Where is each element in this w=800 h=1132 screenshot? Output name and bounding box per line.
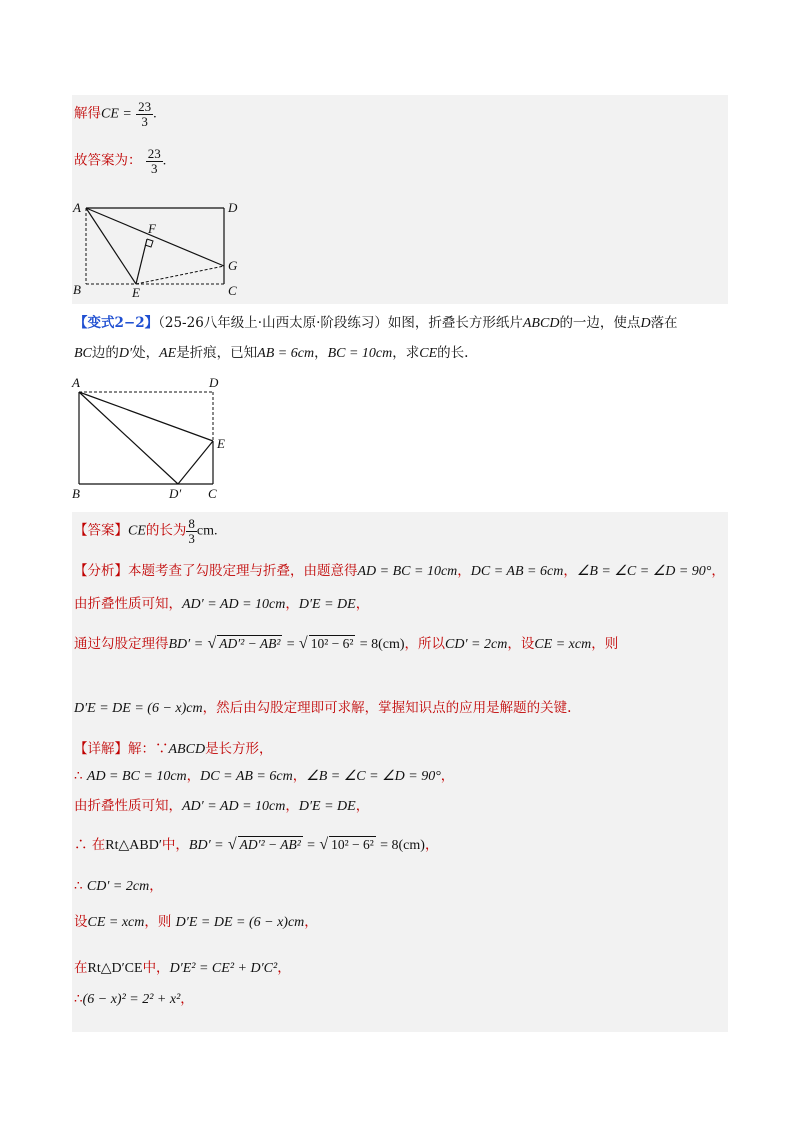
analysis-tag: 【分析】 <box>74 563 128 579</box>
radical-sign: √ <box>227 836 237 853</box>
math: D′E = DE = (6 − x)cm <box>74 701 203 716</box>
math: D′E = DE = (6 − x)cm <box>175 915 305 930</box>
math: = 8(cm) <box>359 637 405 652</box>
text: ∴ <box>74 991 83 1007</box>
math: = 8(cm) <box>380 838 425 853</box>
math: D′E² = CE² + D′C² <box>169 961 278 976</box>
math: CE <box>419 346 438 361</box>
figure-rectangle-fold-1 <box>70 196 270 300</box>
math: BD′ = <box>188 838 224 853</box>
math: AD = BC = 10cm <box>357 564 458 579</box>
radical-sign: √ <box>298 635 308 652</box>
math: = <box>286 637 295 652</box>
text: 中， <box>161 837 189 853</box>
label-D: D <box>228 200 238 215</box>
label-C: C <box>208 486 217 501</box>
text: 在 <box>74 960 88 976</box>
text: 解得 <box>74 105 101 122</box>
period: . <box>214 523 218 539</box>
text: ，设 <box>507 636 535 652</box>
fraction <box>186 517 197 545</box>
text: ，则 <box>144 914 172 930</box>
label-D-prime: D′ <box>169 486 182 501</box>
text: ，求 <box>392 345 420 361</box>
detail-line-5: ∴ CD′ = 2cm， <box>74 878 163 894</box>
denominator: 3 <box>188 530 195 546</box>
text: 的长. <box>437 345 469 361</box>
equation: CE = <box>101 106 132 122</box>
math: CD′ = 2cm <box>445 637 508 652</box>
fraction <box>136 100 153 128</box>
math: DC = AB = 6cm <box>200 769 293 784</box>
math: ∠B = ∠C = ∠D = 90° <box>306 769 441 784</box>
label-E: E <box>217 436 225 451</box>
text: 由折叠性质可知， <box>74 596 182 612</box>
math: AE <box>159 346 177 361</box>
problem-tag: 【变式2−2】 <box>74 315 159 331</box>
math: AB = 6cm <box>257 346 315 361</box>
text: ， <box>180 991 194 1007</box>
label-A: A <box>73 200 81 215</box>
text: ∴ <box>74 768 83 784</box>
problem-source: （25-26八年级上·山西太原·阶段练习） <box>158 315 388 331</box>
math: CE <box>128 523 146 539</box>
label-A: A <box>72 375 80 390</box>
radicand: 10² − 6² <box>331 837 374 852</box>
detail-line-3: 由折叠性质可知，AD′ = AD = 10cm，D′E = DE， <box>74 798 370 814</box>
math: D′E = DE <box>298 799 356 814</box>
math: ABCD <box>522 316 560 331</box>
math: D′ <box>118 346 133 361</box>
problem-line-1 <box>74 315 678 333</box>
math: DC = AB = 6cm <box>470 564 564 579</box>
numerator: 23 <box>138 99 152 114</box>
math: CE = xcm <box>534 637 592 652</box>
text: 处， <box>132 345 160 361</box>
denominator: 3 <box>141 113 148 129</box>
text: 本题考查了勾股定理与折叠，由题意得 <box>128 563 358 579</box>
math: CD′ = 2cm <box>86 879 150 894</box>
text: 落在 <box>650 315 678 331</box>
analysis-line-4 <box>74 700 571 718</box>
text: 通过勾股定理得 <box>74 636 169 652</box>
text: ，则 <box>591 636 619 652</box>
text: 的长为 <box>145 522 187 539</box>
analysis-line-3 <box>74 634 618 654</box>
math: CE = xcm <box>87 915 145 930</box>
period: . <box>162 153 167 169</box>
text: 中， <box>142 960 170 976</box>
radicand: 10² − 6² <box>310 636 354 651</box>
label-B: B <box>73 282 81 297</box>
figure-rectangle-fold-2 <box>68 374 248 502</box>
problem-line-2 <box>74 345 468 363</box>
detail-line-7: 在Rt△D′CE中，D′E² = CE² + D′C²， <box>74 960 291 976</box>
math: BD′ = <box>168 637 204 652</box>
label-F: F <box>148 221 156 236</box>
denominator: 3 <box>151 160 158 176</box>
math: D′E = DE <box>298 597 356 612</box>
text: 设 <box>74 914 88 930</box>
math: BC = 10cm <box>327 346 393 361</box>
answer-line <box>74 517 218 545</box>
math: ABCD <box>168 742 206 757</box>
math: (6 − x)² = 2² + x² <box>82 992 181 1007</box>
radical-sign: √ <box>319 836 329 853</box>
fraction <box>146 147 163 175</box>
text: ∴ <box>74 878 83 894</box>
detail-tag: 【详解】 <box>74 741 128 757</box>
label-G: G <box>228 258 238 273</box>
radicand: AD′² − AB² <box>219 636 281 651</box>
math: AD = BC = 10cm <box>86 769 187 784</box>
detail-line-4: ∴ 在Rt△ABD′中，BD′ = √ AD′² − AB² = √ 10² − 6² = 8(cm)， <box>74 836 439 853</box>
math: ∠B = ∠C = ∠D = 90° <box>576 564 712 579</box>
detail-line-1 <box>74 741 273 759</box>
label-C: C <box>228 283 237 298</box>
math: D <box>640 316 651 331</box>
text: 如图，折叠长方形纸片 <box>387 315 523 331</box>
text: ∴ 在 <box>74 837 106 853</box>
label-B: B <box>72 486 80 501</box>
detail-line-8 <box>74 991 194 1009</box>
result-line <box>74 100 157 128</box>
math: Rt△D′CE <box>87 961 143 976</box>
detail-line-6: 设CE = xcm，则 D′E = DE = (6 − x)cm， <box>74 914 318 930</box>
text: 故答案为： <box>74 152 142 169</box>
final-answer-line <box>74 147 166 175</box>
text: 是长方形， <box>205 741 273 757</box>
text: 边的 <box>91 345 119 361</box>
radical-sign: √ <box>207 635 217 652</box>
text: ， <box>314 345 328 361</box>
text: 是折痕，已知 <box>176 345 258 361</box>
text: 的一边，使点 <box>559 315 641 331</box>
math: BC <box>74 346 92 361</box>
detail-line-2: ∴ AD = BC = 10cm，DC = AB = 6cm，∠B = ∠C = ∠D = 90°， <box>74 768 455 784</box>
answer-tag: 【答案】 <box>74 522 128 539</box>
unit: cm <box>196 523 214 539</box>
text: 解：∵ <box>128 741 169 757</box>
text: 由折叠性质可知， <box>74 798 182 814</box>
text: ，所以 <box>404 636 446 652</box>
label-E: E <box>132 285 140 300</box>
period: . <box>153 106 157 122</box>
analysis-line-2: 由折叠性质可知，AD′ = AD = 10cm，D′E = DE， <box>74 596 370 612</box>
math: AD′ = AD = 10cm <box>182 799 286 814</box>
numerator: 8 <box>188 516 195 531</box>
numerator: 23 <box>147 146 161 161</box>
text: ，然后由勾股定理即可求解，掌握知识点的应用是解题的关键. <box>202 700 572 716</box>
label-D: D <box>209 375 219 390</box>
analysis-line-1: 【分析】本题考查了勾股定理与折叠，由题意得AD = BC = 10cm，DC = AB = 6cm，∠B = ∠C = ∠D = 90°， <box>74 563 725 579</box>
math: = <box>307 838 316 853</box>
radicand: AD′² − AB² <box>239 837 301 852</box>
math: Rt△ABD′ <box>105 838 162 853</box>
math: AD′ = AD = 10cm <box>182 597 286 612</box>
